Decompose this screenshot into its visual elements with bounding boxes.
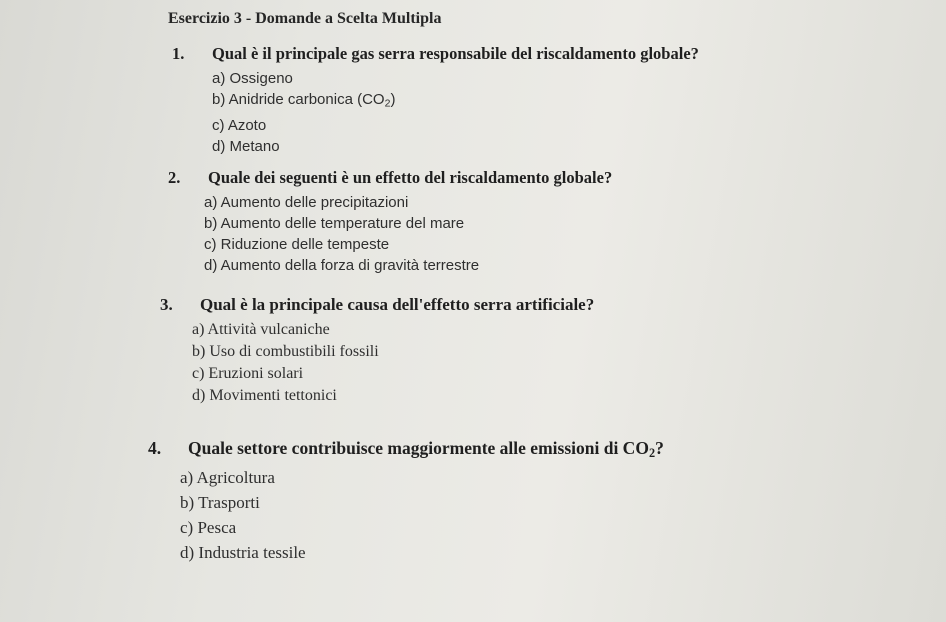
option-c: c) Eruzioni solari	[192, 365, 304, 382]
exercise-title: Esercizio 3 - Domande a Scelta Multipla	[168, 10, 442, 27]
options-list	[192, 319, 594, 407]
option-d: d) Movimenti tettonici	[192, 387, 337, 404]
option-b-close: )	[390, 91, 396, 108]
question-text: Qual è il principale gas serra responsabile del riscaldamento globale?	[212, 44, 699, 63]
options-list	[180, 465, 664, 565]
question-1	[172, 44, 699, 157]
question-3	[160, 295, 594, 407]
question-text-end: ?	[655, 438, 664, 458]
option-b-text: b) Anidride carbonica (CO	[212, 91, 385, 108]
option-b: b) Trasporti	[180, 493, 260, 513]
co2-subscript: 2	[384, 97, 391, 110]
options-list	[212, 68, 699, 157]
option-b	[212, 89, 699, 115]
option-c: c) Pesca	[180, 518, 237, 538]
question-4	[148, 438, 664, 565]
question-text: Quale dei seguenti è un effetto del riscaldamento globale?	[208, 168, 613, 187]
option-d: d) Industria tessile	[180, 543, 306, 563]
question-number: 2.	[168, 168, 181, 187]
option-b: b) Aumento delle temperature del mare	[204, 215, 465, 232]
option-b: b) Uso di combustibili fossili	[192, 343, 379, 360]
option-a: a) Aumento delle precipitazioni	[204, 194, 409, 211]
question-header	[160, 295, 594, 315]
option-a: a) Attività vulcaniche	[192, 321, 330, 338]
option-c: c) Riduzione delle tempeste	[204, 236, 390, 253]
question-text-main: Quale settore contribuisce maggiormente alle emissioni di CO	[188, 438, 649, 458]
question-text	[188, 438, 664, 461]
question-2	[168, 168, 612, 276]
question-header	[172, 44, 699, 64]
question-text: Qual è la principale causa dell'effetto serra artificiale?	[200, 295, 595, 314]
option-c: c) Azoto	[212, 116, 267, 134]
option-a: a) Agricoltura	[180, 468, 275, 488]
option-d: d) Aumento della forza di gravità terrestre	[204, 257, 480, 274]
question-header	[148, 438, 664, 461]
question-header	[168, 168, 612, 188]
option-d: d) Metano	[212, 137, 280, 155]
question-number: 4.	[148, 438, 162, 458]
option-a: a) Ossigeno	[212, 70, 293, 87]
co2-subscript: 2	[648, 446, 656, 461]
question-number: 1.	[172, 44, 185, 63]
options-list	[204, 192, 612, 276]
question-number: 3.	[160, 295, 173, 314]
